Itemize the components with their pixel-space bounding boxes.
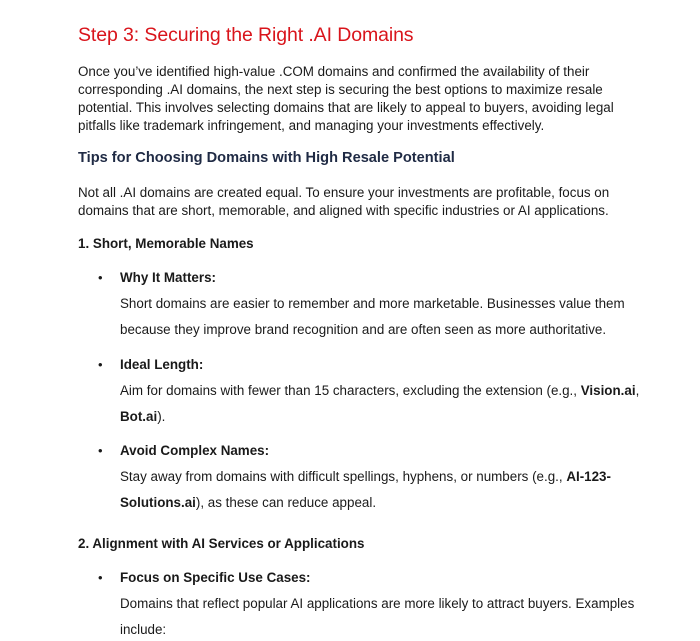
section-2-title: 2. Alignment with AI Services or Applications [78, 536, 365, 551]
tips-heading: Tips for Choosing Domains with High Resale Potential [78, 150, 455, 166]
page-title: Step 3: Securing the Right .AI Domains [78, 24, 414, 46]
item-body-line [120, 383, 639, 398]
item-body-line: Short domains are easier to remember and more marketable. Businesses value them [120, 296, 625, 311]
intro-line: corresponding .AI domains, the next step is securing the best options to maximize resale [78, 82, 603, 97]
item-title-ideal-length: Ideal Length: [120, 357, 204, 372]
item-body-line: Domains that reflect popular AI applications are more likely to attract buyers. Examples [120, 596, 635, 611]
bullet-icon: • [98, 443, 103, 458]
item-body-line [120, 495, 376, 510]
text-span: Stay away from domains with difficult spellings, hyphens, or numbers (e.g., [120, 469, 567, 484]
text-span: Aim for domains with fewer than 15 characters, excluding the extension (e.g., [120, 383, 581, 398]
example-domain: Vision.ai [580, 383, 636, 398]
text-span: ). [157, 409, 166, 424]
section-1-title: 1. Short, Memorable Names [78, 236, 254, 251]
text-span: ), as these can reduce appeal. [195, 495, 377, 510]
bullet-icon: • [98, 570, 103, 585]
tips-line: Not all .AI domains are created equal. To ensure your investments are profitable, focus on [78, 185, 610, 200]
item-title-why-it-matters: Why It Matters: [120, 270, 216, 285]
example-domain: Solutions.ai [120, 495, 196, 510]
example-domain: AI-123- [566, 469, 611, 484]
item-title-focus-on-use-cases: Focus on Specific Use Cases: [120, 570, 311, 585]
example-domain: Bot.ai [120, 409, 158, 424]
bullet-icon: • [98, 357, 103, 372]
tips-line: domains that are short, memorable, and aligned with specific industries or AI applications. [78, 203, 609, 218]
bullet-icon: • [98, 270, 103, 285]
item-body-line: because they improve brand recognition and are often seen as more authoritative. [120, 322, 607, 337]
text-span: , [635, 383, 640, 398]
item-body-line: include: [120, 622, 167, 637]
item-title-avoid-complex-names: Avoid Complex Names: [120, 443, 270, 458]
intro-line: pitfalls like trademark infringement, and managing your investments effectively. [78, 118, 545, 133]
item-body-line [120, 409, 165, 424]
intro-line: Once you’ve identified high-value .COM domains and confirmed the availability of their [78, 64, 590, 79]
item-body-line [120, 469, 611, 484]
intro-line: potential. This involves selecting domains that are likely to appeal to buyers, avoiding legal [78, 100, 614, 115]
